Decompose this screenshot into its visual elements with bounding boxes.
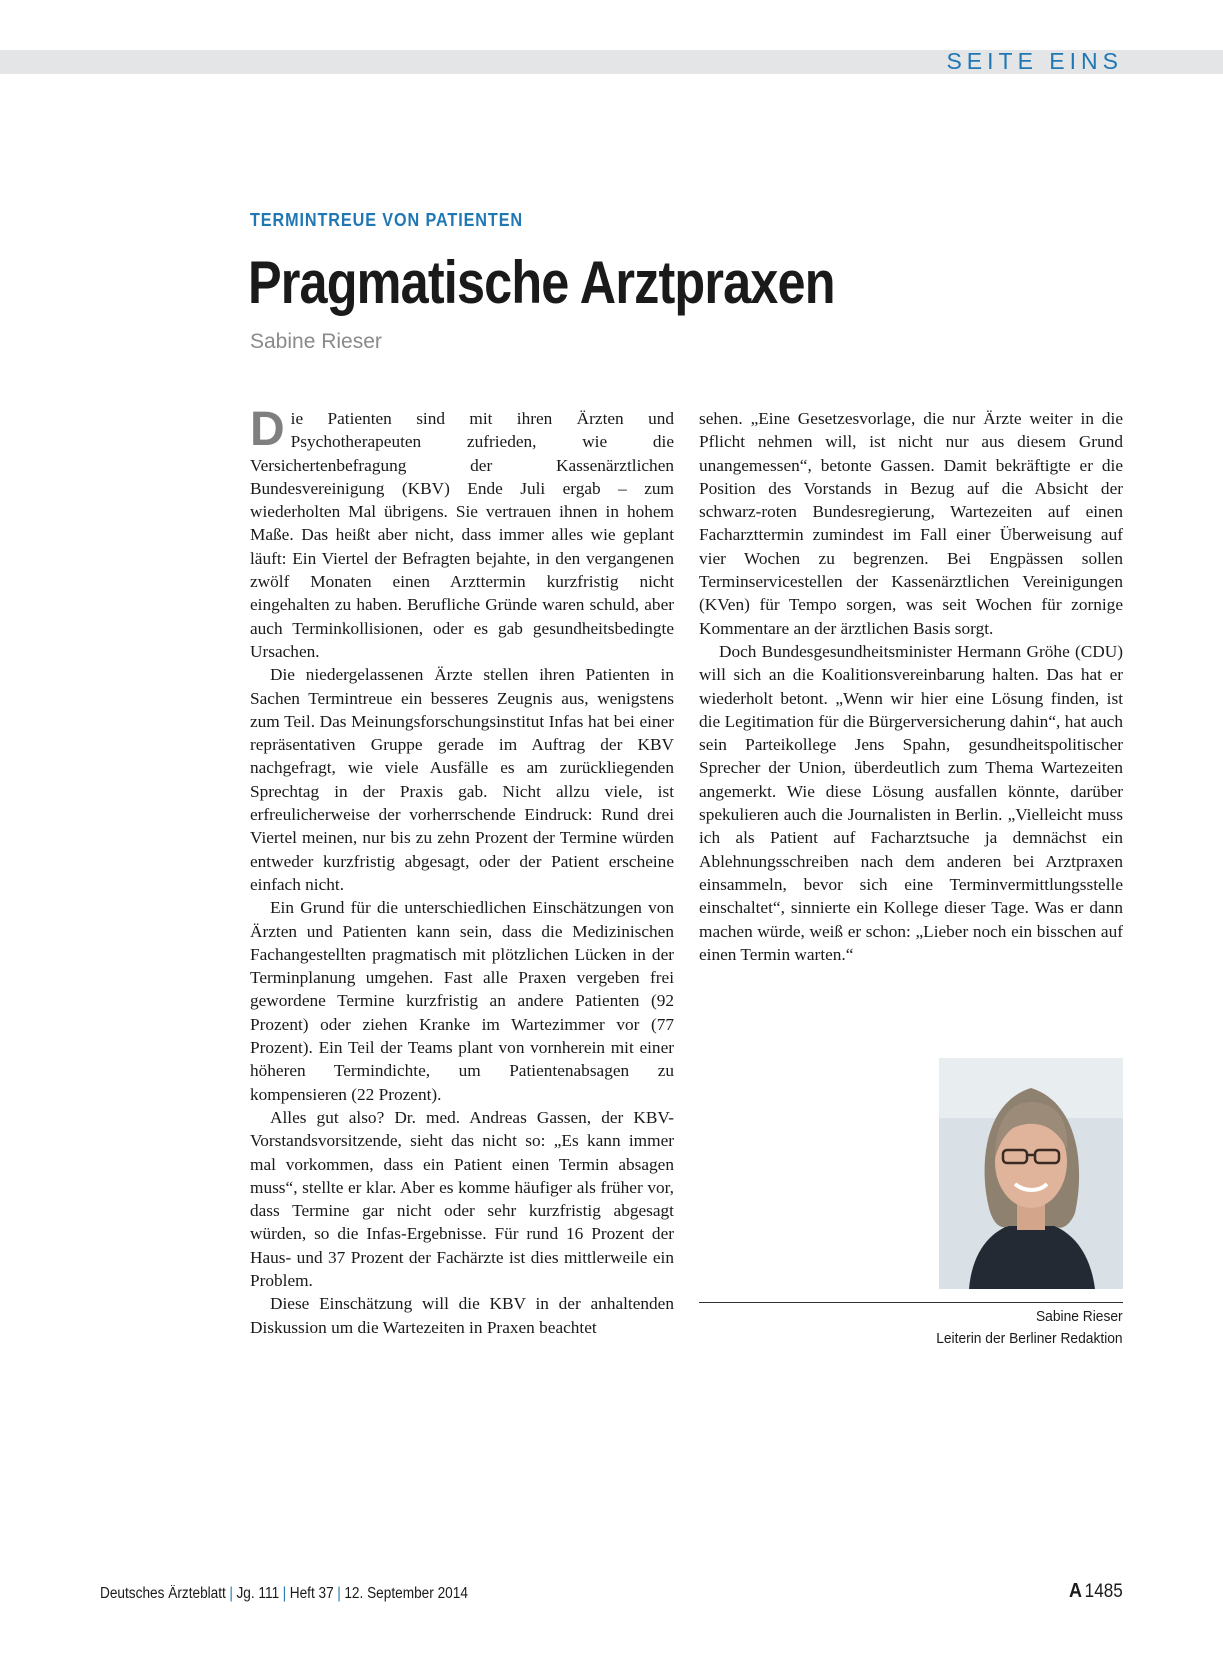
- footer-separator: |: [282, 1585, 287, 1602]
- caption-name: Sabine Rieser: [1036, 1308, 1123, 1325]
- section-label: SEITE EINS: [946, 48, 1123, 74]
- article-paragraph: Ein Grund für die unterschiedlichen Einschätzungen von Ärzten und Patienten kann sein, dass die Medizinischen Fachangestellten pragmatisch mit plötzlichen Lücken in der Terminplanung umgehen. Fast alle Praxen vergeben frei gewordene Termine kurzfristig an andere Patienten (92 Prozent) oder ziehen Kranke im Wartezimmer vor (77 Prozent). Ein Teil der Teams plant von vornherein mit einer höheren Termindichte, um Patientenabsagen zu kompensieren (22 Prozent).: [250, 898, 674, 1104]
- page-number-value: 1485: [1084, 1581, 1123, 1602]
- article-paragraph: Doch Bundesgesundheitsminister Hermann Gröhe (CDU) will sich an die Koalitionsvereinbarung halten. Das hat er wiederholt betont. „Wenn wir hier eine Lösung finden, ist die Legitimation für die Bürgerversicherung dahin“, hat auch sein Parteikollege Jens Spahn, gesundheitspolitischer Sprecher der Union, überdeutlich zum Thema Wartezeiten angemerkt. Wie diese Lösung ausfallen könnte, darüber spekulieren auch die Journalisten in Berlin. „Vielleicht muss ich als Patient auf Facharztsuche ja demnächst ein Ablehnungsschreiben nach dem anderen bei Arztpraxen einsammeln, bevor sich eine Terminvermittlungsstelle einschaltet“, sinnierte ein Kollege dieser Tage. Was er dann machen würde, weiß er schon: „Lieber noch ein bisschen auf einen Termin warten.“: [699, 641, 1123, 964]
- paragraph-text: ie Patienten sind mit ihren Ärzten und Psychotherapeuten zufrieden, wie die Versichertenbefragung der Kassenärztlichen Bundesvereinigung (KBV) Ende Juli ergab – zum wiederholten Mal übrigens. Sie vertrauen ihnen in hohem Maße. Das heißt aber nicht, dass immer alles wie geplant läuft: Ein Viertel der Befragten bejahte, in den vergangenen zwölf Monaten einen Arzttermin kurzfristig nicht eingehalten zu haben. Berufliche Gründe waren schuld, aber auch Terminkollisionen, oder es gab gesundheitsbedingte Ursachen.: [250, 409, 674, 661]
- article-author: Sabine Rieser: [250, 330, 382, 353]
- drop-cap: D: [250, 403, 285, 456]
- article-paragraph: sehen. „Eine Gesetzesvorlage, die nur Ärzte weiter in die Pflicht nehmen will, ist nicht nur aus diesem Grund unangemessen“, betonte Gassen. Damit bekräftigte er die Position des Vorstands in Bezug auf die Absicht der schwarz-roten Bundesregierung, Wartezeiten auf einen Facharzttermin zumindest im Fall einer Überweisung auf vier Wochen zu begrenzen. Bei Engpässen sollen Terminservicestellen der Kassenärztlichen Vereinigungen (KVen) für Tempo sorgen, was seit Wochen für zornige Kommentare an der ärztlichen Basis sorgt.: [699, 409, 1123, 638]
- footer-separator: |: [337, 1585, 341, 1602]
- article-column-right: [699, 407, 1123, 966]
- footer-date: 12. September 2014: [344, 1585, 468, 1602]
- page-number: [1069, 1580, 1123, 1603]
- portrait-caption: [937, 1306, 1123, 1350]
- footer-volume: Jg. 111: [236, 1585, 280, 1602]
- footer-journal: Deutsches Ärzteblatt: [100, 1585, 226, 1602]
- article-kicker: TERMINTREUE VON PATIENTEN: [250, 210, 524, 230]
- page-footer: [100, 1585, 468, 1603]
- article-paragraph: Diese Einschätzung will die KBV in der anhaltenden Diskussion um die Wartezeiten in Praxen beachtet: [250, 1294, 674, 1337]
- article-paragraph: Die niedergelassenen Ärzte stellen ihren Patienten in Sachen Termintreue ein besseres Zeugnis aus, wenigstens zum Teil. Das Meinungsforschungsinstitut Infas hat bei einer repräsentativen Gruppe gerade im Auftrag der KBV nachgefragt, wie viele Ausfälle es am zurückliegenden Sprechtag in der Praxis gab. Nicht allzu viele, ist erfreulicherweise der vorherrschende Eindruck: Rund drei Viertel meinen, nur bis zu zehn Prozent der Termine würden entweder kurzfristig abgesagt, oder der Patient erscheine einfach nicht.: [250, 665, 674, 894]
- article-paragraph: [250, 403, 674, 663]
- article-paragraph: Alles gut also? Dr. med. Andreas Gassen, der KBV-Vorstandsvorsitzende, sieht das nicht so: „Es kann immer mal vorkommen, dass ein Patient einen Termin absagen muss“, stellte er klar. Aber es komme häufiger als früher vor, dass Termine gar nicht oder sehr kurzfristig abgesagt würden, so die Infas-Ergebnisse. Für rund 16 Prozent der Haus- und 37 Prozent der Fachärzte ist dies mittlerweile ein Problem.: [250, 1107, 674, 1290]
- article-title: Pragmatische Arztpraxen: [248, 249, 835, 316]
- author-portrait-photo: [939, 1058, 1123, 1289]
- footer-issue: Heft 37: [289, 1585, 334, 1602]
- article-column-left: [250, 403, 674, 1339]
- portrait-illustration: [939, 1058, 1123, 1289]
- caption-role: Leiterin der Berliner Redaktion: [936, 1330, 1123, 1347]
- footer-separator: |: [229, 1585, 233, 1602]
- caption-divider: [699, 1302, 1123, 1303]
- page-prefix: A: [1069, 1580, 1083, 1602]
